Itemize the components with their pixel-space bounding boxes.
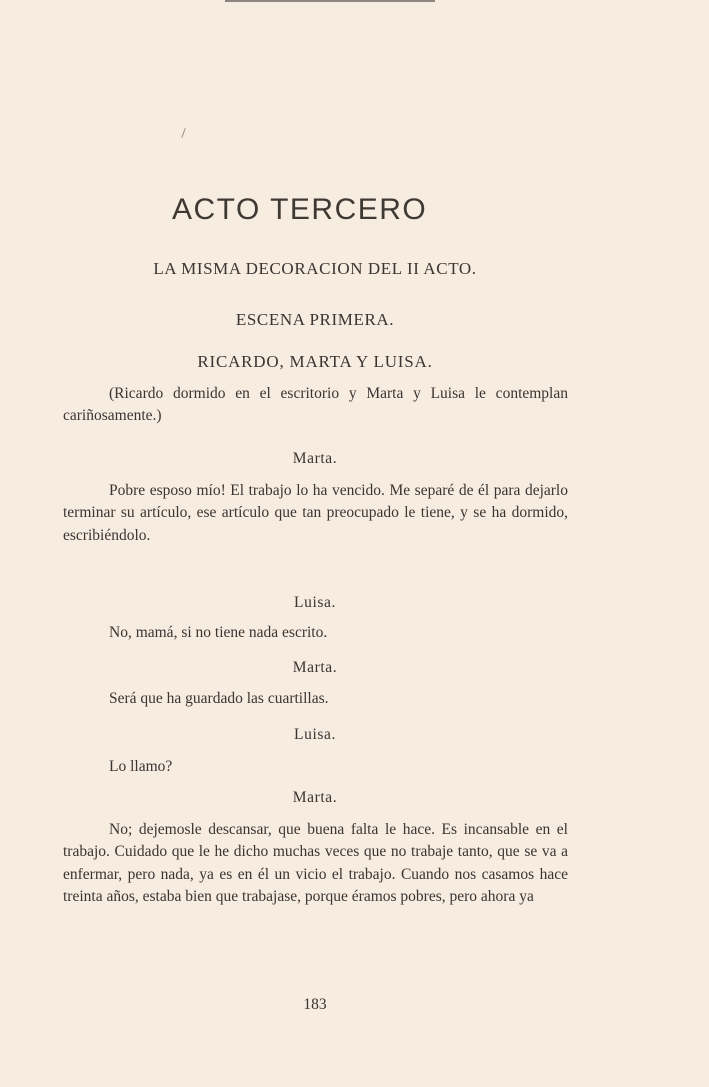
- dialogue-text: Lo llamo?: [109, 758, 173, 775]
- speaker-name: Luisa.: [294, 594, 336, 611]
- dialogue-text: Será que ha guardado las cuartillas.: [109, 690, 329, 707]
- page-edge-line: [225, 0, 435, 2]
- speaker-name: Luisa.: [294, 726, 336, 743]
- setting-line: LA MISMA DECORACION DEL II ACTO.: [153, 259, 477, 278]
- act-title: ACTO TERCERO: [172, 193, 428, 226]
- characters-line: RICARDO, MARTA Y LUISA.: [197, 352, 433, 371]
- page-number: 183: [303, 996, 327, 1013]
- ink-mark: [181, 128, 185, 138]
- speaker-name: Marta.: [292, 450, 338, 467]
- speaker-name: Marta.: [292, 789, 338, 806]
- dialogue-text: No; dejemosle descansar, que buena falta le hace. Es incansable en el trabajo. Cuidado que le he dicho muchas veces que no trabaje tanto, que se va a enfermar, pero nada, ya es en él un vicio el trabajo. Cuando nos casamos hace treinta años, estaba bien que trabajase, porque éramos pobres, pero ahora ya: [63, 821, 568, 906]
- stage-direction: (Ricardo dormido en el escritorio y Marta y Luisa le contemplan cariñosamente.): [63, 385, 568, 425]
- dialogue-text: Pobre esposo mío! El trabajo lo ha vencido. Me separé de él para dejarlo terminar su artículo, ese artículo que tan preocupado le tiene, y se ha dormido, escribiéndolo.: [63, 482, 568, 544]
- speaker-name: Marta.: [292, 659, 338, 676]
- dialogue-text: No, mamá, si no tiene nada escrito.: [109, 624, 328, 641]
- scene-heading: ESCENA PRIMERA.: [235, 310, 395, 329]
